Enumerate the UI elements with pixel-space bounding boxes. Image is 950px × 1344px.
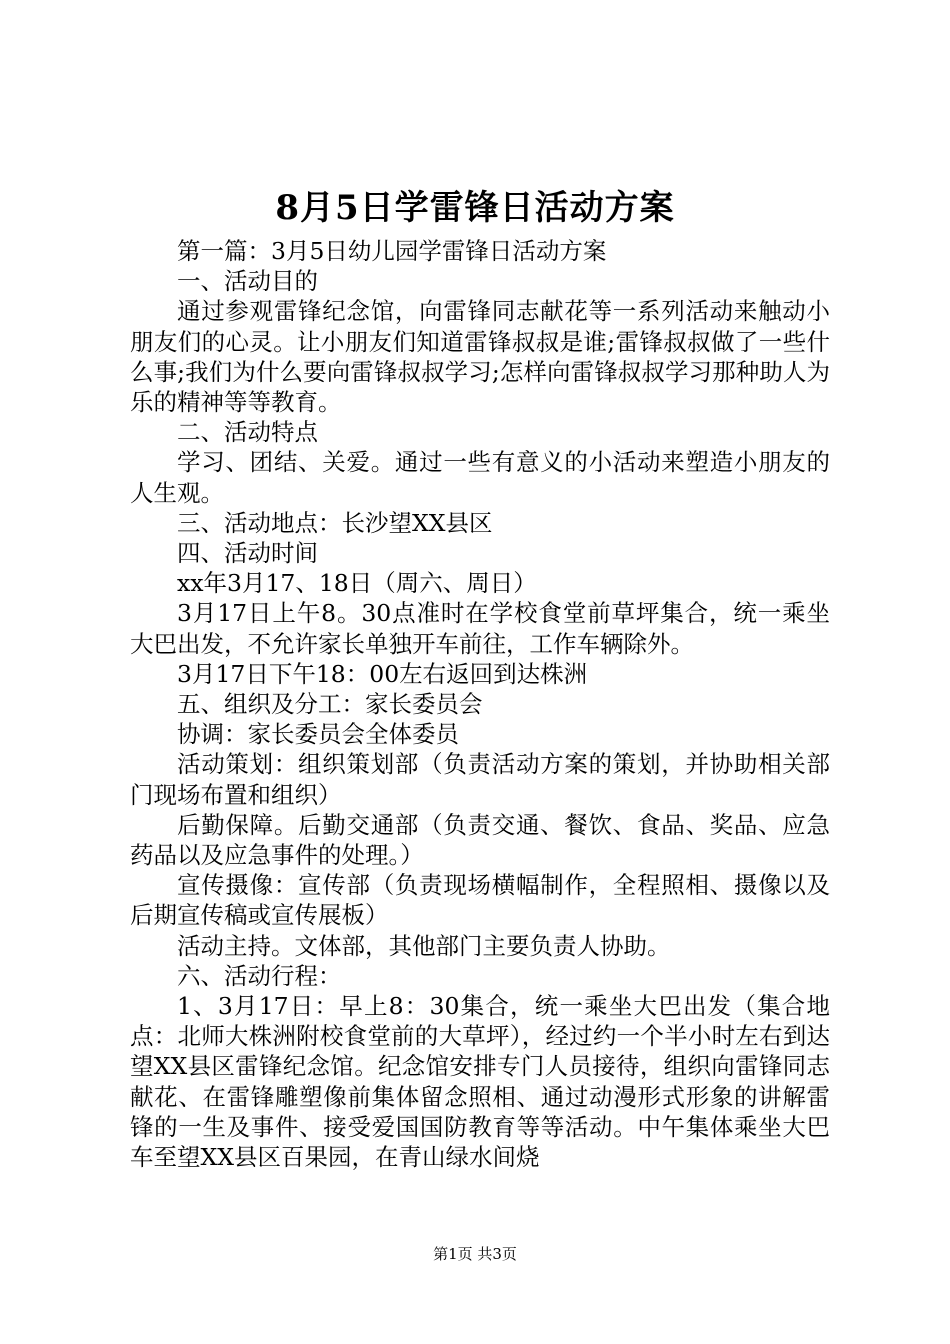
- section-heading: 二、活动特点: [177, 418, 318, 447]
- section-heading: 四、活动时间: [177, 539, 318, 568]
- section-heading: 一、活动目的: [177, 267, 318, 296]
- paragraph: 活动主持。文体部，其他部门主要负责人协助。: [177, 931, 671, 960]
- paragraph: 学习、团结、关爱。通过一些有意义的小活动来塑造小朋友的人生观。: [130, 448, 830, 507]
- section-heading: 第一篇：3月5日幼儿园学雷锋日活动方案: [177, 237, 607, 265]
- paragraph: 活动策划：组织策划部（负责活动方案的策划，并协助相关部门现场布置和组织）: [130, 750, 830, 809]
- paragraph: 3月17日上午8。30点准时在学校食堂前草坪集合，统一乘坐大巴出发，不允许家长单独开车前往，工作车辆除外。: [130, 599, 830, 658]
- paragraph: 3月17日下午18：00左右返回到达株洲: [177, 659, 588, 688]
- page-footer: 第1页 共3页: [433, 1245, 517, 1263]
- paragraph: 宣传摄像：宣传部（负责现场横幅制作，全程照相、摄像以及后期宣传稿或宣传展板）: [130, 871, 830, 930]
- paragraph: 通过参观雷锋纪念馆，向雷锋同志献花等一系列活动来触动小朋友们的心灵。让小朋友们知道雷锋叔叔是谁;雷锋叔叔做了一些什么事;我们为什么要向雷锋叔叔学习;怎样向雷锋叔叔学习那种助人为乐的精神等等教育。: [130, 297, 830, 417]
- paragraph: 协调：家长委员会全体委员: [177, 720, 459, 749]
- document-body: [130, 236, 830, 1172]
- document-title: 8月5日学雷锋日活动方案: [275, 188, 675, 228]
- section-heading: 六、活动行程：: [177, 961, 342, 990]
- paragraph: 后勤保障。后勤交通部（负责交通、餐饮、食品、奖品、应急药品以及应急事件的处理。）: [130, 810, 830, 870]
- paragraph: xx年3月17、18日（周六、周日）: [177, 569, 537, 598]
- section-heading: 三、活动地点：长沙望XX县区: [177, 508, 493, 537]
- paragraph: 1、3月17日：早上8：30集合，统一乘坐大巴出发（集合地点：北师大株洲附校食堂前的大草坪），经过约一个半小时左右到达望XX县区雷锋纪念馆。纪念馆安排专门人员接待，组织向雷锋同志献花、在雷锋雕塑像前集体留念照相、通过动漫形式形象的讲解雷锋的一生及事件、接受爱国国防教育等等活动。中午集体乘坐大巴车至望XX县区百果园，在青山绿水间烧: [130, 992, 830, 1172]
- section-heading: 五、组织及分工：家长委员会: [177, 690, 483, 719]
